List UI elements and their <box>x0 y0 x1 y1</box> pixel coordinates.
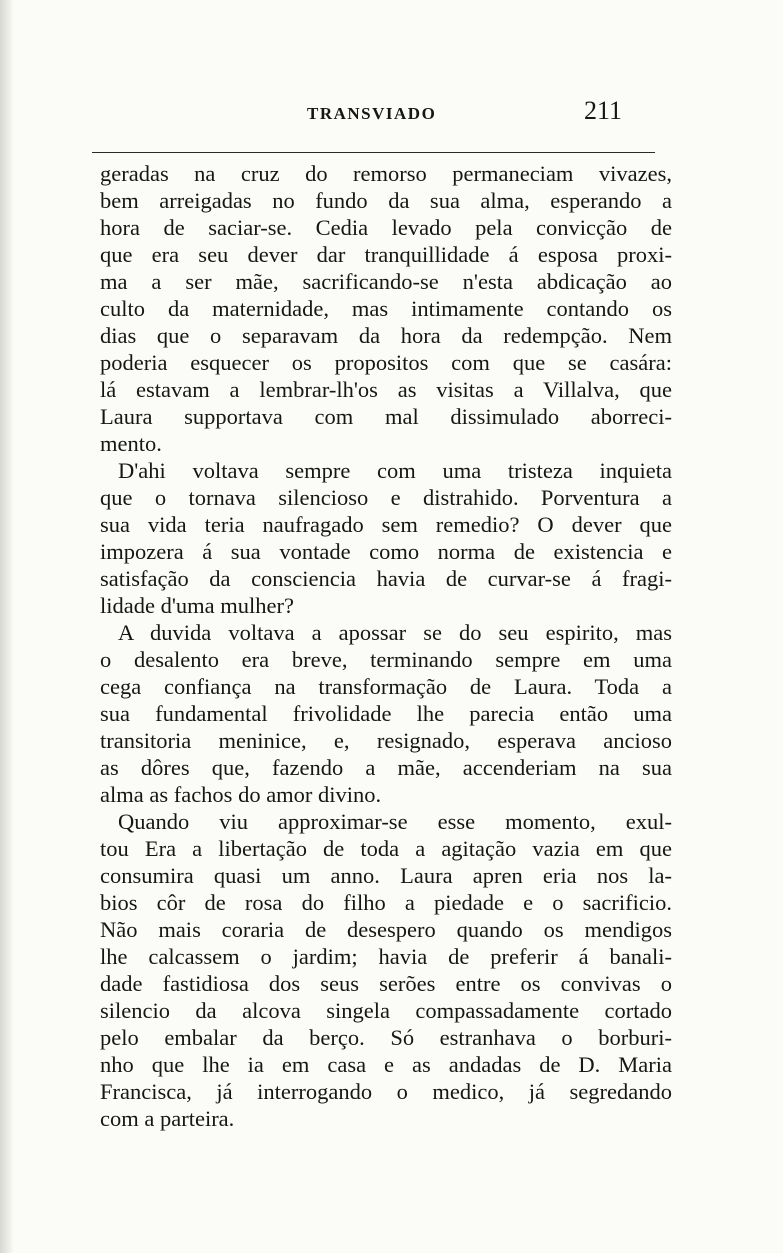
text-line: tou Era a libertação de toda a agitação vazia em que <box>100 836 672 861</box>
text-line: nho que lhe ia em casa e as andadas de D. Maria <box>100 1052 672 1077</box>
text-line: consumira quasi um anno. Laura apren eria nos la- <box>100 863 672 888</box>
page-gutter-shadow <box>0 0 14 1253</box>
paragraph-start-line: A duvida voltava a apossar se do seu espirito, mas <box>118 620 672 645</box>
paragraph-start-line: D'ahi voltava sempre com uma tristeza inquieta <box>118 458 672 483</box>
text-line: dade fastidiosa dos seus serões entre os convivas o <box>100 971 672 996</box>
text-line: lidade d'uma mulher? <box>100 593 294 618</box>
text-line: satisfação da consciencia havia de curvar-se á fragi- <box>100 566 672 591</box>
text-line: bios côr de rosa do filho a piedade e o sacrificio. <box>100 890 672 915</box>
text-line: mento. <box>100 431 162 456</box>
text-line: bem arreigadas no fundo da sua alma, esperando a <box>100 188 672 213</box>
text-line: as dôres que, fazendo a mãe, accenderiam na sua <box>100 755 672 780</box>
text-line: transitoria meninice, e, resignado, esperava ancioso <box>100 728 672 753</box>
text-line: o desalento era breve, terminando sempre em uma <box>100 647 672 672</box>
text-line: hora de saciar-se. Cedia levado pela convicção de <box>100 215 672 240</box>
running-header <box>92 96 652 136</box>
running-title: TRANSVIADO <box>307 104 437 123</box>
text-line: lhe calcassem o jardim; havia de preferir á banali- <box>100 944 672 969</box>
text-line: geradas na cruz do remorso permaneciam vivazes, <box>100 161 672 186</box>
text-line: dias que o separavam da hora da redempção. Nem <box>100 323 672 348</box>
text-line: poderia esquecer os propositos com que se casára: <box>100 350 672 375</box>
text-line: Laura supportava com mal dissimulado aborreci- <box>100 404 672 429</box>
text-line: silencio da alcova singela compassadamente cortado <box>100 998 672 1023</box>
text-line: impozera á sua vontade como norma de existencia e <box>100 539 672 564</box>
body-text <box>100 160 672 1132</box>
text-line: cega confiança na transformação de Laura. Toda a <box>100 674 672 699</box>
text-line: que era seu dever dar tranquillidade á esposa proxi- <box>100 242 672 267</box>
text-line: alma as fachos do amor divino. <box>100 782 382 807</box>
text-line: sua vida teria naufragado sem remedio? O dever que <box>100 512 672 537</box>
text-line: lá estavam a lembrar-lh'os as visitas a Villalva, que <box>100 377 672 402</box>
header-rule <box>92 152 655 153</box>
text-line: Francisca, já interrogando o medico, já segredando <box>100 1079 672 1104</box>
text-line: com a parteira. <box>100 1106 235 1131</box>
text-line: culto da maternidade, mas intimamente contando os <box>100 296 672 321</box>
text-line: Não mais coraria de desespero quando os mendigos <box>100 917 672 942</box>
text-line: pelo embalar da berço. Só estranhava o borburi- <box>100 1025 672 1050</box>
text-line: ma a ser mãe, sacrificando-se n'esta abdicação ao <box>100 269 672 294</box>
text-line: sua fundamental frivolidade lhe parecia então uma <box>100 701 672 726</box>
text-line: que o tornava silencioso e distrahido. Porventura a <box>100 485 672 510</box>
page-number: 211 <box>584 96 623 125</box>
paragraph-start-line: Quando viu approximar-se esse momento, exul- <box>118 809 672 834</box>
